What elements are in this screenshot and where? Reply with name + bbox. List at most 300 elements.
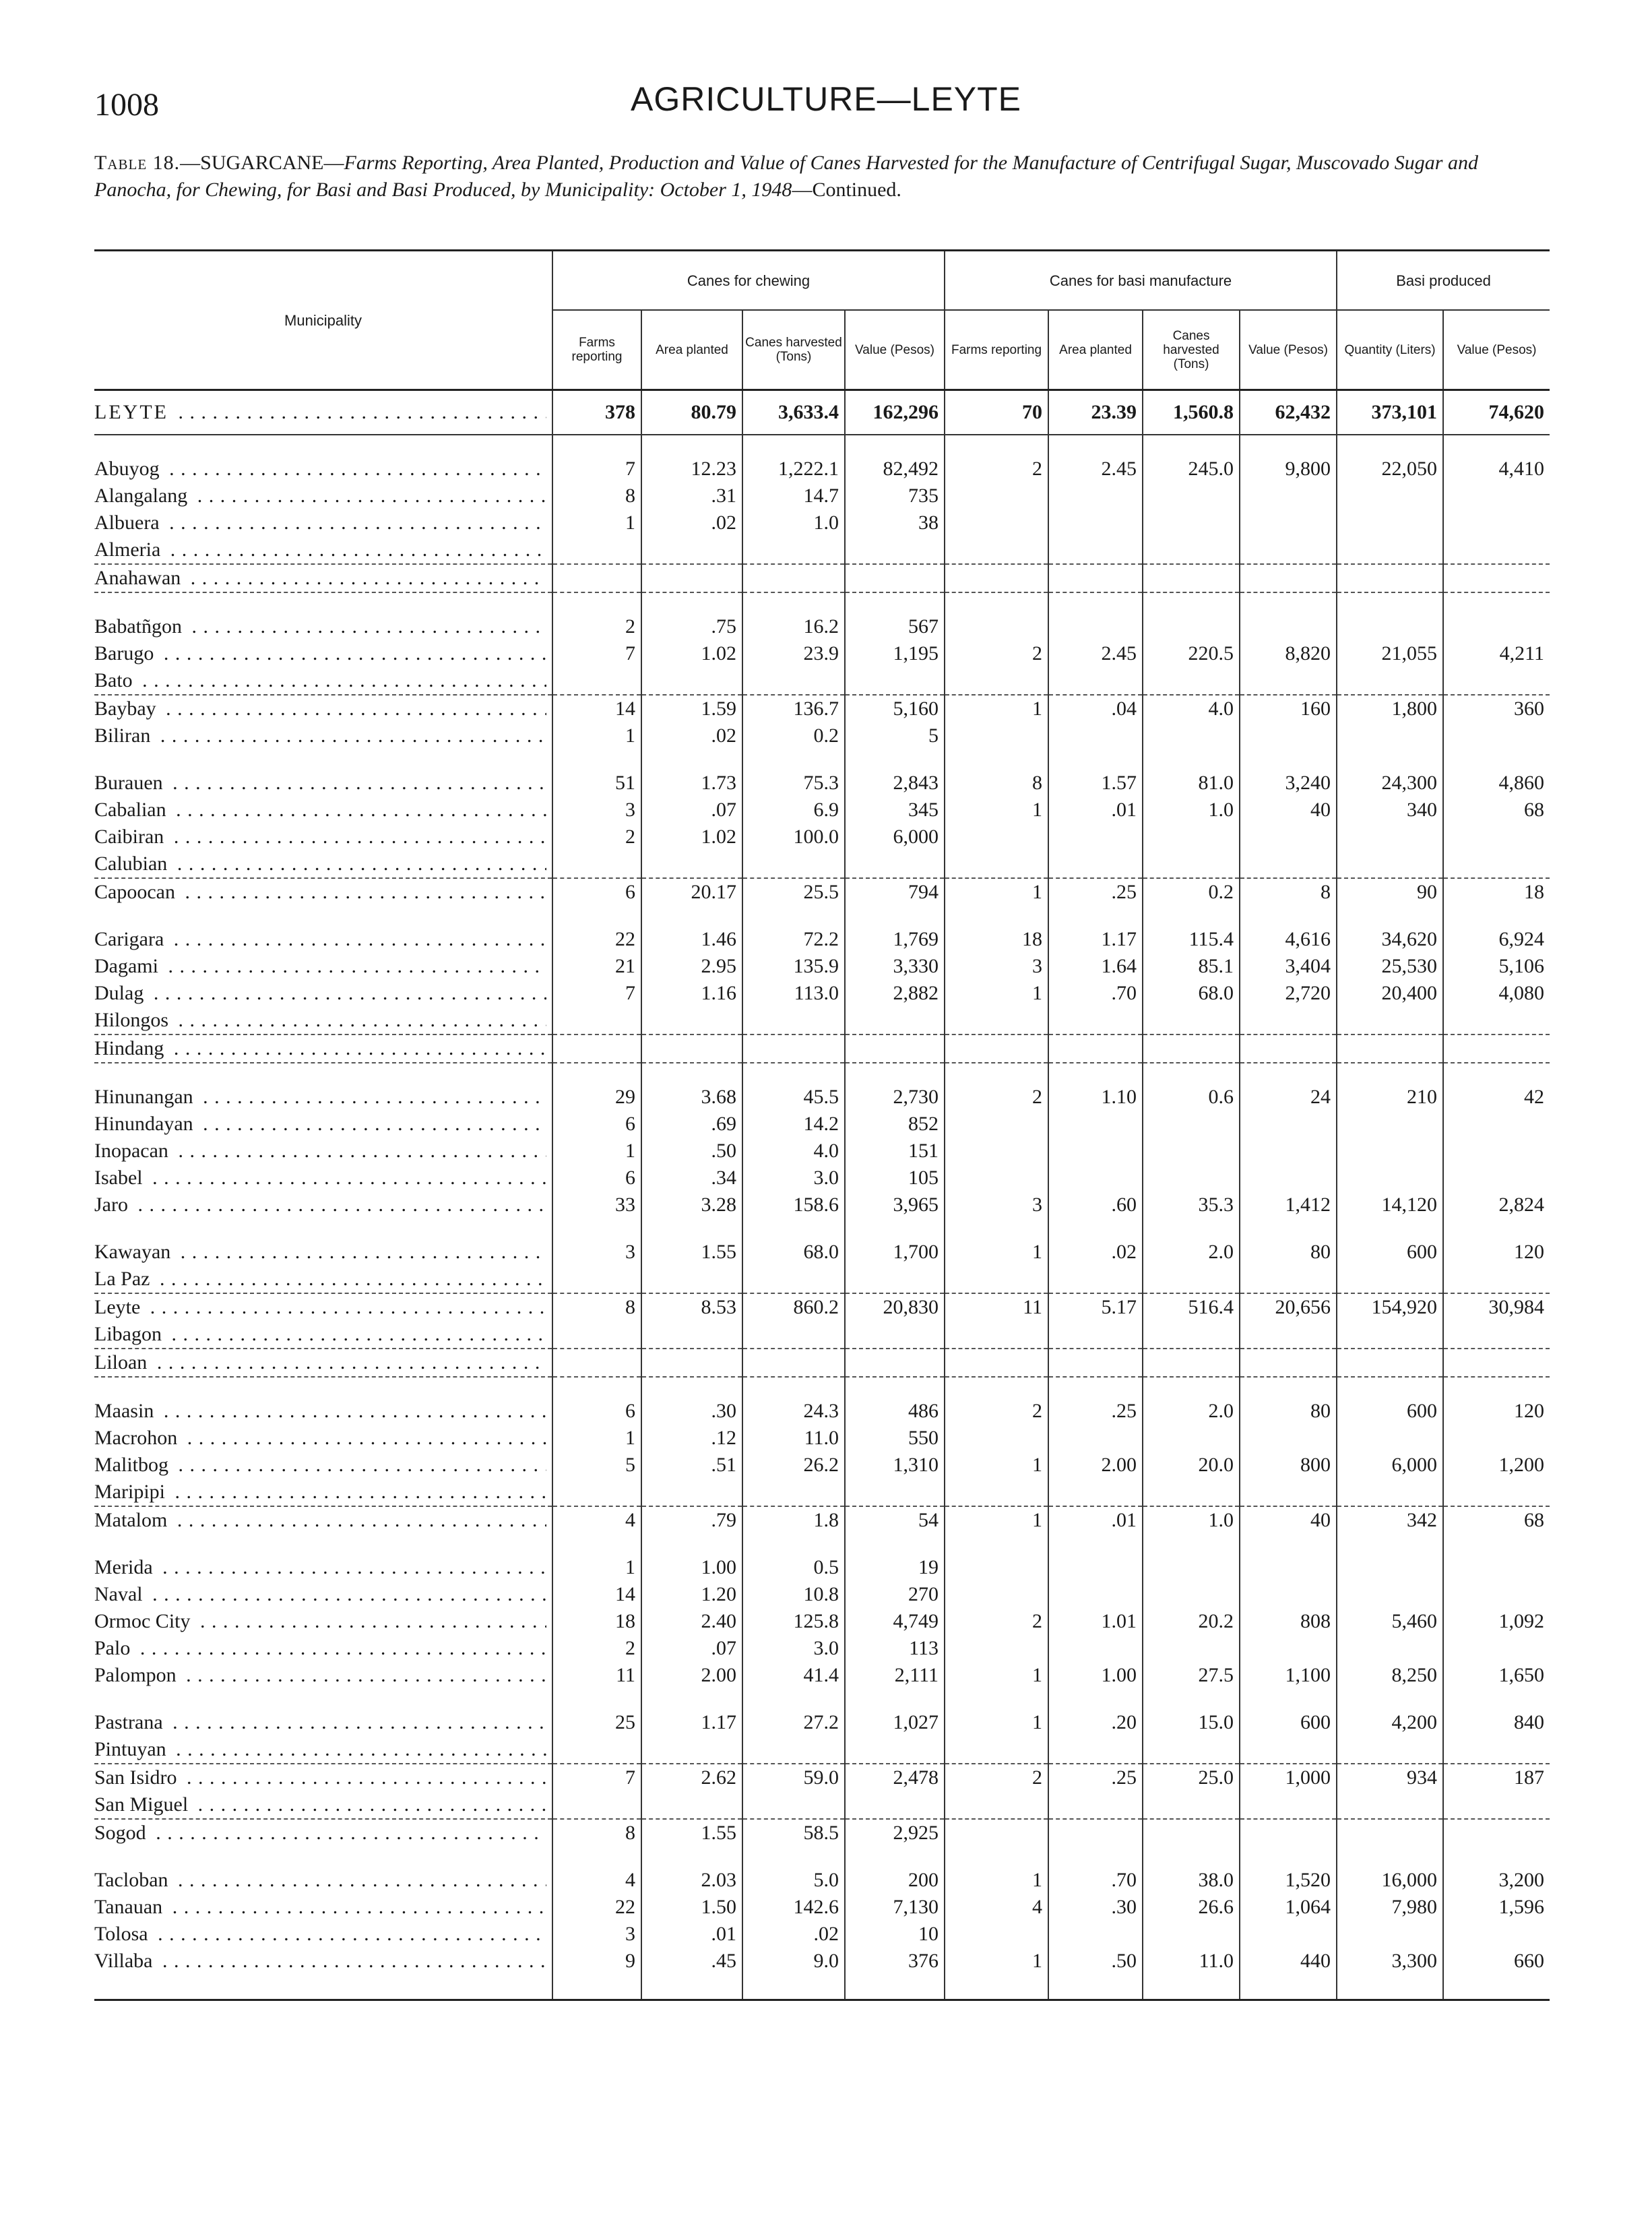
value-cell: 1,596 (1443, 1894, 1550, 1921)
table-row (94, 564, 1550, 592)
value-cell: 24 (1240, 1084, 1337, 1111)
value-cell (1048, 824, 1143, 851)
value-cell: 25.0 (1143, 1764, 1240, 1791)
value-cell (945, 1635, 1048, 1662)
municipality-cell (94, 1266, 552, 1293)
value-cell (1337, 1349, 1443, 1377)
value-cell: 30,984 (1443, 1293, 1550, 1321)
value-cell (1143, 1819, 1240, 1847)
municipality-name: Cabalian (94, 799, 170, 821)
value-cell (1337, 667, 1443, 695)
table-title-body: Farms Reporting, Area Planted, Production and Value of Canes Harvested for the Manufacture of Centrifugal Sugar, Muscovado Sugar and Panocha, for Chewing, for Basi and Basi Produced, by Municipality: October 1, 1948 (94, 152, 1478, 201)
value-cell (641, 1736, 742, 1764)
municipality-cell (94, 1894, 552, 1921)
value-cell (945, 824, 1048, 851)
municipality-name: Alangalang (94, 485, 191, 507)
value-cell (1337, 613, 1443, 640)
value-cell (1337, 722, 1443, 749)
value-cell (742, 1321, 845, 1349)
value-cell: 45.5 (742, 1084, 845, 1111)
table-row (94, 722, 1550, 749)
municipality-name: San Isidro (94, 1766, 181, 1789)
value-cell (1240, 1819, 1337, 1847)
value-cell (945, 1921, 1048, 1948)
value-cell: 4,211 (1443, 640, 1550, 667)
value-cell: 8.53 (641, 1293, 742, 1321)
value-cell: 1 (945, 1662, 1048, 1689)
value-cell: 1 (945, 1709, 1048, 1736)
municipality-cell (94, 390, 552, 435)
municipality-name: Palo (94, 1637, 134, 1659)
value-cell: 4 (945, 1894, 1048, 1921)
value-cell (1337, 1819, 1443, 1847)
value-cell: .12 (641, 1425, 742, 1452)
value-cell: 378 (552, 390, 641, 435)
value-cell (1443, 1554, 1550, 1581)
value-cell (1143, 1165, 1240, 1192)
value-cell: 2.40 (641, 1608, 742, 1635)
value-cell (742, 1034, 845, 1063)
value-cell: 54 (845, 1506, 945, 1534)
value-cell: 3.68 (641, 1084, 742, 1111)
table-row (94, 1425, 1550, 1452)
value-cell: 142.6 (742, 1894, 845, 1921)
table-row (94, 1479, 1550, 1506)
value-cell: 23.9 (742, 640, 845, 667)
value-cell (552, 1791, 641, 1819)
value-cell: 2 (552, 824, 641, 851)
value-cell (1240, 536, 1337, 564)
municipality-name: Dulag (94, 982, 148, 1004)
value-cell: 2 (552, 1635, 641, 1662)
value-cell (1048, 1479, 1143, 1506)
value-cell: 80 (1240, 1239, 1337, 1266)
municipality-name: La Paz (94, 1268, 154, 1290)
value-cell: 1 (945, 797, 1048, 824)
value-cell (1143, 1554, 1240, 1581)
value-cell: 27.5 (1143, 1662, 1240, 1689)
value-cell (1240, 824, 1337, 851)
municipality-name: Abuyog (94, 458, 164, 480)
value-cell: 1,200 (1443, 1452, 1550, 1479)
value-cell: .01 (1048, 1506, 1143, 1534)
value-cell: 808 (1240, 1608, 1337, 1635)
value-cell: 1 (945, 695, 1048, 722)
table-row (94, 1819, 1550, 1847)
value-cell: 21,055 (1337, 640, 1443, 667)
column-header: Area planted (1048, 310, 1143, 390)
value-cell: 270 (845, 1581, 945, 1608)
value-cell: .25 (1048, 1398, 1143, 1425)
value-cell: 934 (1337, 1764, 1443, 1791)
value-cell: 1.8 (742, 1506, 845, 1534)
value-cell: 3.0 (742, 1165, 845, 1192)
municipality-cell (94, 1635, 552, 1662)
value-cell: 34,620 (1337, 926, 1443, 953)
value-cell (1048, 483, 1143, 509)
value-cell: 25 (552, 1709, 641, 1736)
value-cell: 187 (1443, 1764, 1550, 1791)
value-cell (1240, 722, 1337, 749)
value-cell: 26.6 (1143, 1894, 1240, 1921)
column-header: Value (Pesos) (1240, 310, 1337, 390)
value-cell: 75.3 (742, 770, 845, 797)
value-cell: 2.0 (1143, 1398, 1240, 1425)
value-cell (1143, 1034, 1240, 1063)
value-cell: 3,200 (1443, 1867, 1550, 1894)
value-cell (945, 1138, 1048, 1165)
value-cell (552, 1479, 641, 1506)
value-cell: 1 (945, 878, 1048, 906)
value-cell: 27.2 (742, 1709, 845, 1736)
value-cell (1048, 1321, 1143, 1349)
value-cell (552, 1736, 641, 1764)
table-row (94, 1165, 1550, 1192)
value-cell (1443, 1736, 1550, 1764)
value-cell: 10 (845, 1921, 945, 1948)
column-header: Farms reporting (552, 310, 641, 390)
value-cell (1240, 667, 1337, 695)
value-cell (1240, 564, 1337, 592)
value-cell: 373,101 (1337, 390, 1443, 435)
value-cell: 90 (1337, 878, 1443, 906)
value-cell: 5 (552, 1452, 641, 1479)
value-cell (1240, 1479, 1337, 1506)
value-cell: .02 (742, 1921, 845, 1948)
value-cell: 4.0 (1143, 695, 1240, 722)
table-row (94, 1293, 1550, 1321)
value-cell (552, 667, 641, 695)
value-cell (1048, 1635, 1143, 1662)
value-cell (1143, 483, 1240, 509)
value-cell (1048, 1819, 1143, 1847)
value-cell: 567 (845, 613, 945, 640)
municipality-cell (94, 695, 552, 722)
column-header: Quantity (Liters) (1337, 310, 1443, 390)
value-cell: 6 (552, 1165, 641, 1192)
group-header-basi-manufacture: Canes for basi manufacture (945, 251, 1337, 311)
value-cell (945, 1581, 1048, 1608)
value-cell (945, 1819, 1048, 1847)
value-cell (1443, 1007, 1550, 1034)
municipality-name: Libagon (94, 1323, 166, 1345)
value-cell: 1.59 (641, 695, 742, 722)
municipality-name: Leyte (94, 1296, 144, 1318)
value-cell: 154,920 (1337, 1293, 1443, 1321)
value-cell (742, 1007, 845, 1034)
table-row (94, 1921, 1550, 1948)
value-cell: 1 (552, 1554, 641, 1581)
value-cell: 24.3 (742, 1398, 845, 1425)
municipality-cell (94, 1007, 552, 1034)
table-row (94, 613, 1550, 640)
value-cell (1337, 1034, 1443, 1063)
value-cell: 1.17 (641, 1709, 742, 1736)
table-row (94, 1506, 1550, 1534)
municipality-name: Dagami (94, 955, 162, 977)
value-cell (945, 1321, 1048, 1349)
value-cell (1048, 1554, 1143, 1581)
running-head: AGRICULTURE—LEYTE (630, 80, 1022, 118)
municipality-name: Matalom (94, 1509, 171, 1531)
table-row (94, 695, 1550, 722)
value-cell (1143, 824, 1240, 851)
value-cell: 1,064 (1240, 1894, 1337, 1921)
table-row (94, 878, 1550, 906)
value-cell: 38 (845, 509, 945, 536)
municipality-cell (94, 1138, 552, 1165)
value-cell: 1 (945, 980, 1048, 1007)
value-cell (1337, 1138, 1443, 1165)
value-cell: 7 (552, 456, 641, 483)
municipality-name: Carigara (94, 928, 168, 950)
value-cell: 35.3 (1143, 1192, 1240, 1218)
value-cell: 11 (945, 1293, 1048, 1321)
value-cell (945, 483, 1048, 509)
table-row (94, 1791, 1550, 1819)
value-cell: 18 (552, 1608, 641, 1635)
column-header: Canes harvested (Tons) (742, 310, 845, 390)
value-cell (945, 1266, 1048, 1293)
value-cell (945, 722, 1048, 749)
table-row (94, 640, 1550, 667)
municipality-cell (94, 1398, 552, 1425)
value-cell: 18 (945, 926, 1048, 953)
value-cell: 14 (552, 1581, 641, 1608)
table-row (94, 1138, 1550, 1165)
value-cell (1443, 1479, 1550, 1506)
table-caption (94, 150, 1556, 204)
value-cell (945, 851, 1048, 878)
municipality-cell (94, 824, 552, 851)
value-cell: 7 (552, 640, 641, 667)
table-continued: —Continued. (792, 179, 901, 201)
value-cell (1240, 1921, 1337, 1948)
value-cell (1143, 1266, 1240, 1293)
municipality-cell (94, 1764, 552, 1791)
value-cell: 600 (1240, 1709, 1337, 1736)
value-cell (1443, 1111, 1550, 1138)
value-cell (1048, 509, 1143, 536)
municipality-cell (94, 1349, 552, 1377)
value-cell (1143, 1736, 1240, 1764)
value-cell (945, 1736, 1048, 1764)
value-cell: 160 (1240, 695, 1337, 722)
municipality-cell (94, 797, 552, 824)
value-cell (845, 667, 945, 695)
value-cell: 72.2 (742, 926, 845, 953)
value-cell (845, 536, 945, 564)
value-cell: 80 (1240, 1398, 1337, 1425)
municipality-cell (94, 1165, 552, 1192)
value-cell: 4,080 (1443, 980, 1550, 1007)
sugarcane-table (94, 249, 1550, 2001)
value-cell: 6,000 (1337, 1452, 1443, 1479)
value-cell: 6.9 (742, 797, 845, 824)
value-cell: 1.17 (1048, 926, 1143, 953)
value-cell: 342 (1337, 1506, 1443, 1534)
municipality-name: San Miguel (94, 1793, 192, 1816)
value-cell (945, 667, 1048, 695)
value-cell (945, 1165, 1048, 1192)
value-cell (742, 564, 845, 592)
value-cell (945, 1479, 1048, 1506)
value-cell: 85.1 (1143, 953, 1240, 980)
value-cell: 2 (945, 456, 1048, 483)
value-cell (945, 1349, 1048, 1377)
municipality-cell (94, 953, 552, 980)
value-cell (742, 1736, 845, 1764)
table-row (94, 1007, 1550, 1034)
table-row (94, 1662, 1550, 1689)
table-row (94, 1948, 1550, 1975)
table-row (94, 1635, 1550, 1662)
total-row (94, 390, 1550, 435)
value-cell (1240, 1007, 1337, 1034)
value-cell (1143, 613, 1240, 640)
municipality-name: Calubian (94, 853, 171, 875)
value-cell (1337, 851, 1443, 878)
value-cell: 4,749 (845, 1608, 945, 1635)
value-cell (845, 1034, 945, 1063)
table-row (94, 1554, 1550, 1581)
value-cell: 840 (1443, 1709, 1550, 1736)
value-cell (1240, 1266, 1337, 1293)
value-cell: 2 (945, 640, 1048, 667)
value-cell: .75 (641, 613, 742, 640)
value-cell (1143, 1138, 1240, 1165)
table-row (94, 1452, 1550, 1479)
value-cell: 2.0 (1143, 1239, 1240, 1266)
value-cell: 16,000 (1337, 1867, 1443, 1894)
table-label: Table 18. (94, 152, 181, 174)
municipality-name: Capoocan (94, 881, 179, 903)
value-cell (742, 1349, 845, 1377)
value-cell (1048, 1425, 1143, 1452)
value-cell (1143, 564, 1240, 592)
municipality-cell (94, 1921, 552, 1948)
value-cell (1337, 564, 1443, 592)
value-cell (1143, 1581, 1240, 1608)
municipality-name: Isabel (94, 1167, 147, 1189)
value-cell (1048, 1349, 1143, 1377)
value-cell: 20,400 (1337, 980, 1443, 1007)
value-cell: 6 (552, 878, 641, 906)
value-cell: 6,000 (845, 824, 945, 851)
value-cell: .07 (641, 1635, 742, 1662)
value-cell: 2,843 (845, 770, 945, 797)
value-cell (1143, 1635, 1240, 1662)
value-cell: 14,120 (1337, 1192, 1443, 1218)
value-cell: 2 (945, 1084, 1048, 1111)
value-cell (1337, 824, 1443, 851)
value-cell (1443, 851, 1550, 878)
value-cell: 29 (552, 1084, 641, 1111)
value-cell (1337, 1791, 1443, 1819)
value-cell (552, 1349, 641, 1377)
municipality-cell (94, 667, 552, 695)
value-cell (1337, 1007, 1443, 1034)
value-cell (641, 1791, 742, 1819)
value-cell: 486 (845, 1398, 945, 1425)
value-cell: 4 (552, 1867, 641, 1894)
value-cell: 8 (552, 1293, 641, 1321)
table-row (94, 1764, 1550, 1791)
column-header: Farms reporting (945, 310, 1048, 390)
value-cell (1240, 1581, 1337, 1608)
value-cell (1048, 1138, 1143, 1165)
value-cell (1048, 1266, 1143, 1293)
value-cell (845, 564, 945, 592)
value-cell: .02 (641, 722, 742, 749)
value-cell: 2.00 (641, 1662, 742, 1689)
value-cell: 11 (552, 1662, 641, 1689)
value-cell: 2.95 (641, 953, 742, 980)
value-cell: 3,404 (1240, 953, 1337, 980)
value-cell: 2 (945, 1398, 1048, 1425)
value-cell: 70 (945, 390, 1048, 435)
value-cell: 2,720 (1240, 980, 1337, 1007)
value-cell: 1 (945, 1506, 1048, 1534)
value-cell (552, 1321, 641, 1349)
value-cell: 4,860 (1443, 770, 1550, 797)
value-cell (552, 536, 641, 564)
value-cell: 860.2 (742, 1293, 845, 1321)
value-cell (1143, 1479, 1240, 1506)
value-cell: 600 (1337, 1239, 1443, 1266)
value-cell: 1.16 (641, 980, 742, 1007)
municipality-cell (94, 1111, 552, 1138)
value-cell: 345 (845, 797, 945, 824)
value-cell: 1,650 (1443, 1662, 1550, 1689)
value-cell: 1 (945, 1867, 1048, 1894)
municipality-cell (94, 456, 552, 483)
value-cell: 0.5 (742, 1554, 845, 1581)
value-cell: 2.45 (1048, 456, 1143, 483)
value-cell (1240, 1165, 1337, 1192)
municipality-name: Hinundayan (94, 1113, 197, 1135)
municipality-cell (94, 1293, 552, 1321)
value-cell: 11.0 (1143, 1948, 1240, 1975)
value-cell (1240, 1635, 1337, 1662)
value-cell: 2,925 (845, 1819, 945, 1847)
value-cell (1337, 1736, 1443, 1764)
municipality-cell (94, 770, 552, 797)
value-cell: 1,412 (1240, 1192, 1337, 1218)
municipality-name: Burauen (94, 772, 167, 794)
value-cell: 3,330 (845, 953, 945, 980)
value-cell: .34 (641, 1165, 742, 1192)
value-cell: 1.02 (641, 824, 742, 851)
municipality-cell (94, 980, 552, 1007)
value-cell (945, 564, 1048, 592)
value-cell: 550 (845, 1425, 945, 1452)
value-cell (1337, 1321, 1443, 1349)
value-cell (552, 564, 641, 592)
value-cell: .50 (1048, 1948, 1143, 1975)
value-cell: 19 (845, 1554, 945, 1581)
value-cell: .79 (641, 1506, 742, 1534)
value-cell (1240, 483, 1337, 509)
value-cell (1240, 851, 1337, 878)
value-cell (1240, 1034, 1337, 1063)
table-row (94, 980, 1550, 1007)
value-cell (1443, 509, 1550, 536)
value-cell: 1,769 (845, 926, 945, 953)
municipality-cell (94, 536, 552, 564)
municipality-name: Hindang (94, 1037, 168, 1059)
municipality-cell (94, 1034, 552, 1063)
